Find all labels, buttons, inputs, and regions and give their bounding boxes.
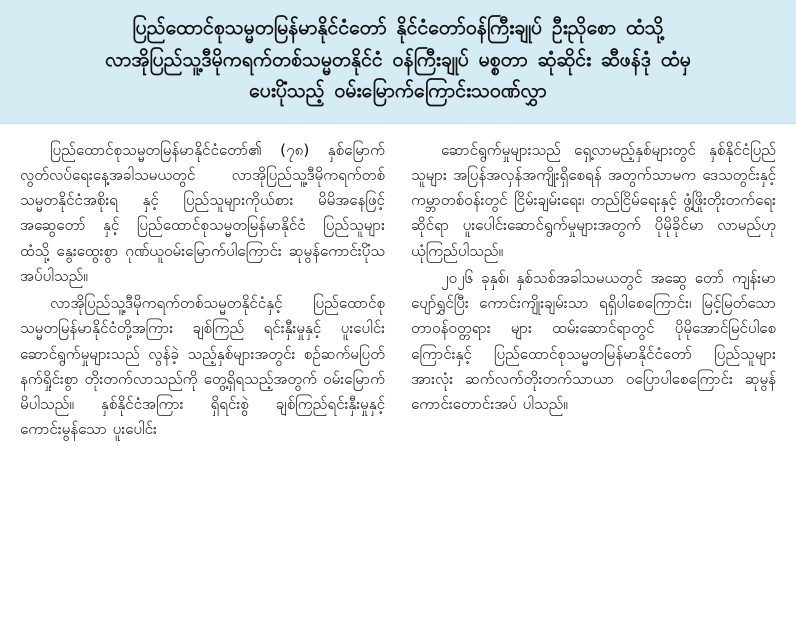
article-body [0, 124, 796, 449]
paragraph: ပြည်ထောင်စုသမ္မတမြန်မာနိုင်ငံတော်၏ (၇၈) နှစ်မြောက် လွတ်လပ်ရေးနေ့အခါသမယတွင် လာအိုပြည်သူ့ဒီမိုကရက်တစ်သမ္မတနိုင်ငံအစိုးရ နှင့် ပြည်သူများကိုယ်စား မိမိအနေဖြင့် အဆွေတော် နှင့် ပြည်ထောင်စုသမ္မတမြန်မာနိုင်ငံ ပြည်သူများ ထံသို့ နွေးထွေးစွာ ဂုဏ်ယူဝမ်းမြောက်ပါကြောင်း ဆုမွန်ကောင်းပိုံသအပ်ပါသည်။ [20, 140, 385, 285]
headline-line-3: ပေးပိုံသည့် ဝမ်းမြောက်ကြောင်းသဝဏ်လွှာ [249, 79, 547, 103]
headline-line-2: လာအိုပြည်သူ့ဒီမိုကရက်တစ်သမ္မတနိုင်ငံ ဝန်ကြီးချုပ် မစ္စတာ ဆုံဆိုင်း ဆီဖန်ဒုံ ထံမှ [105, 47, 691, 71]
headline-band [0, 0, 796, 124]
headline-line-1: ပြည်ထောင်စုသမ္မတမြန်မာနိုင်ငံတော် နိုင်ငံတော်ဝန်ကြီးချုပ် ဦးညိုစော ထံသို့ [132, 16, 664, 39]
page-title [28, 12, 768, 107]
left-column [20, 138, 385, 443]
two-column-layout [20, 138, 776, 443]
right-column [411, 138, 776, 418]
paragraph: ဆောင်ရွက်မှုများသည် ရှေ့လာမည့်နှစ်များတွင် နှစ်နိုင်ငံပြည်သူများ အပြန်အလှန်အကျိုးရှိစေရန် အတွက်သာမက ဒေသတွင်းနှင့် ကမ္ဘာတစ်ဝန်းတွင် ငြိမ်းချမ်းရေး၊ တည်ငြိမ်ရေးနှင့် ဖွံ့ဖြိုးတိုးတက်ရေး ဆိုင်ရာ ပူးပေါင်းဆောင်ရွက်မှုများအတွက် ပိုမိုခိုင်မာ လာမည်ဟု ယုံကြည်ပါသည်။ [411, 140, 776, 260]
paragraph: လာအိုပြည်သူ့ဒီမိုကရက်တစ်သမ္မတနိုင်ငံနှင့် ပြည်ထောင်စုသမ္မတမြန်မာနိုင်ငံတို့အကြား ချစ်ကြည် ရင်းနှီးမှုနှင့် ပူးပေါင်းဆောင်ရွက်မှုများသည် လွန်ခဲ့ သည့်နှစ်များအတွင်း စဉ်ဆက်မပြတ် နက်ရှိုင်းစွာ တိုးတက်လာသည်ကို တွေ့ရှိရသည့်အတွက် ဝမ်းမြောက်မိပါသည်။ နှစ်နိုင်ငံအကြား ရှိရင်းစွဲ ချစ်ကြည်ရင်းနှီးမှုနှင့် ကောင်းမွန်သော ပူးပေါင်း [20, 294, 385, 439]
paragraph: ၂၀၂၆ ခုနှစ်၊ နှစ်သစ်အခါသမယတွင် အဆွေ တော် ကျန်းမာပျော်ရွှင်ပြီး ကောင်းကျိုးချမ်းသာ ရရှိပါစေကြောင်း၊ မြင့်မြတ်သောတာဝန်ဝတ္တရား များ ထမ်းဆောင်ရာတွင် ပိုမိုအောင်မြင်ပါစေ ကြောင်းနှင့် ပြည်ထောင်စုသမ္မတမြန်မာနိုင်ငံတော် ပြည်သူများအားလုံး ဆက်လက်တိုးတက်သာယာ ဝပြောပါစေကြောင်း ဆုမွန်ကောင်းတောင်းအပ် ပါသည်။ [411, 268, 776, 414]
